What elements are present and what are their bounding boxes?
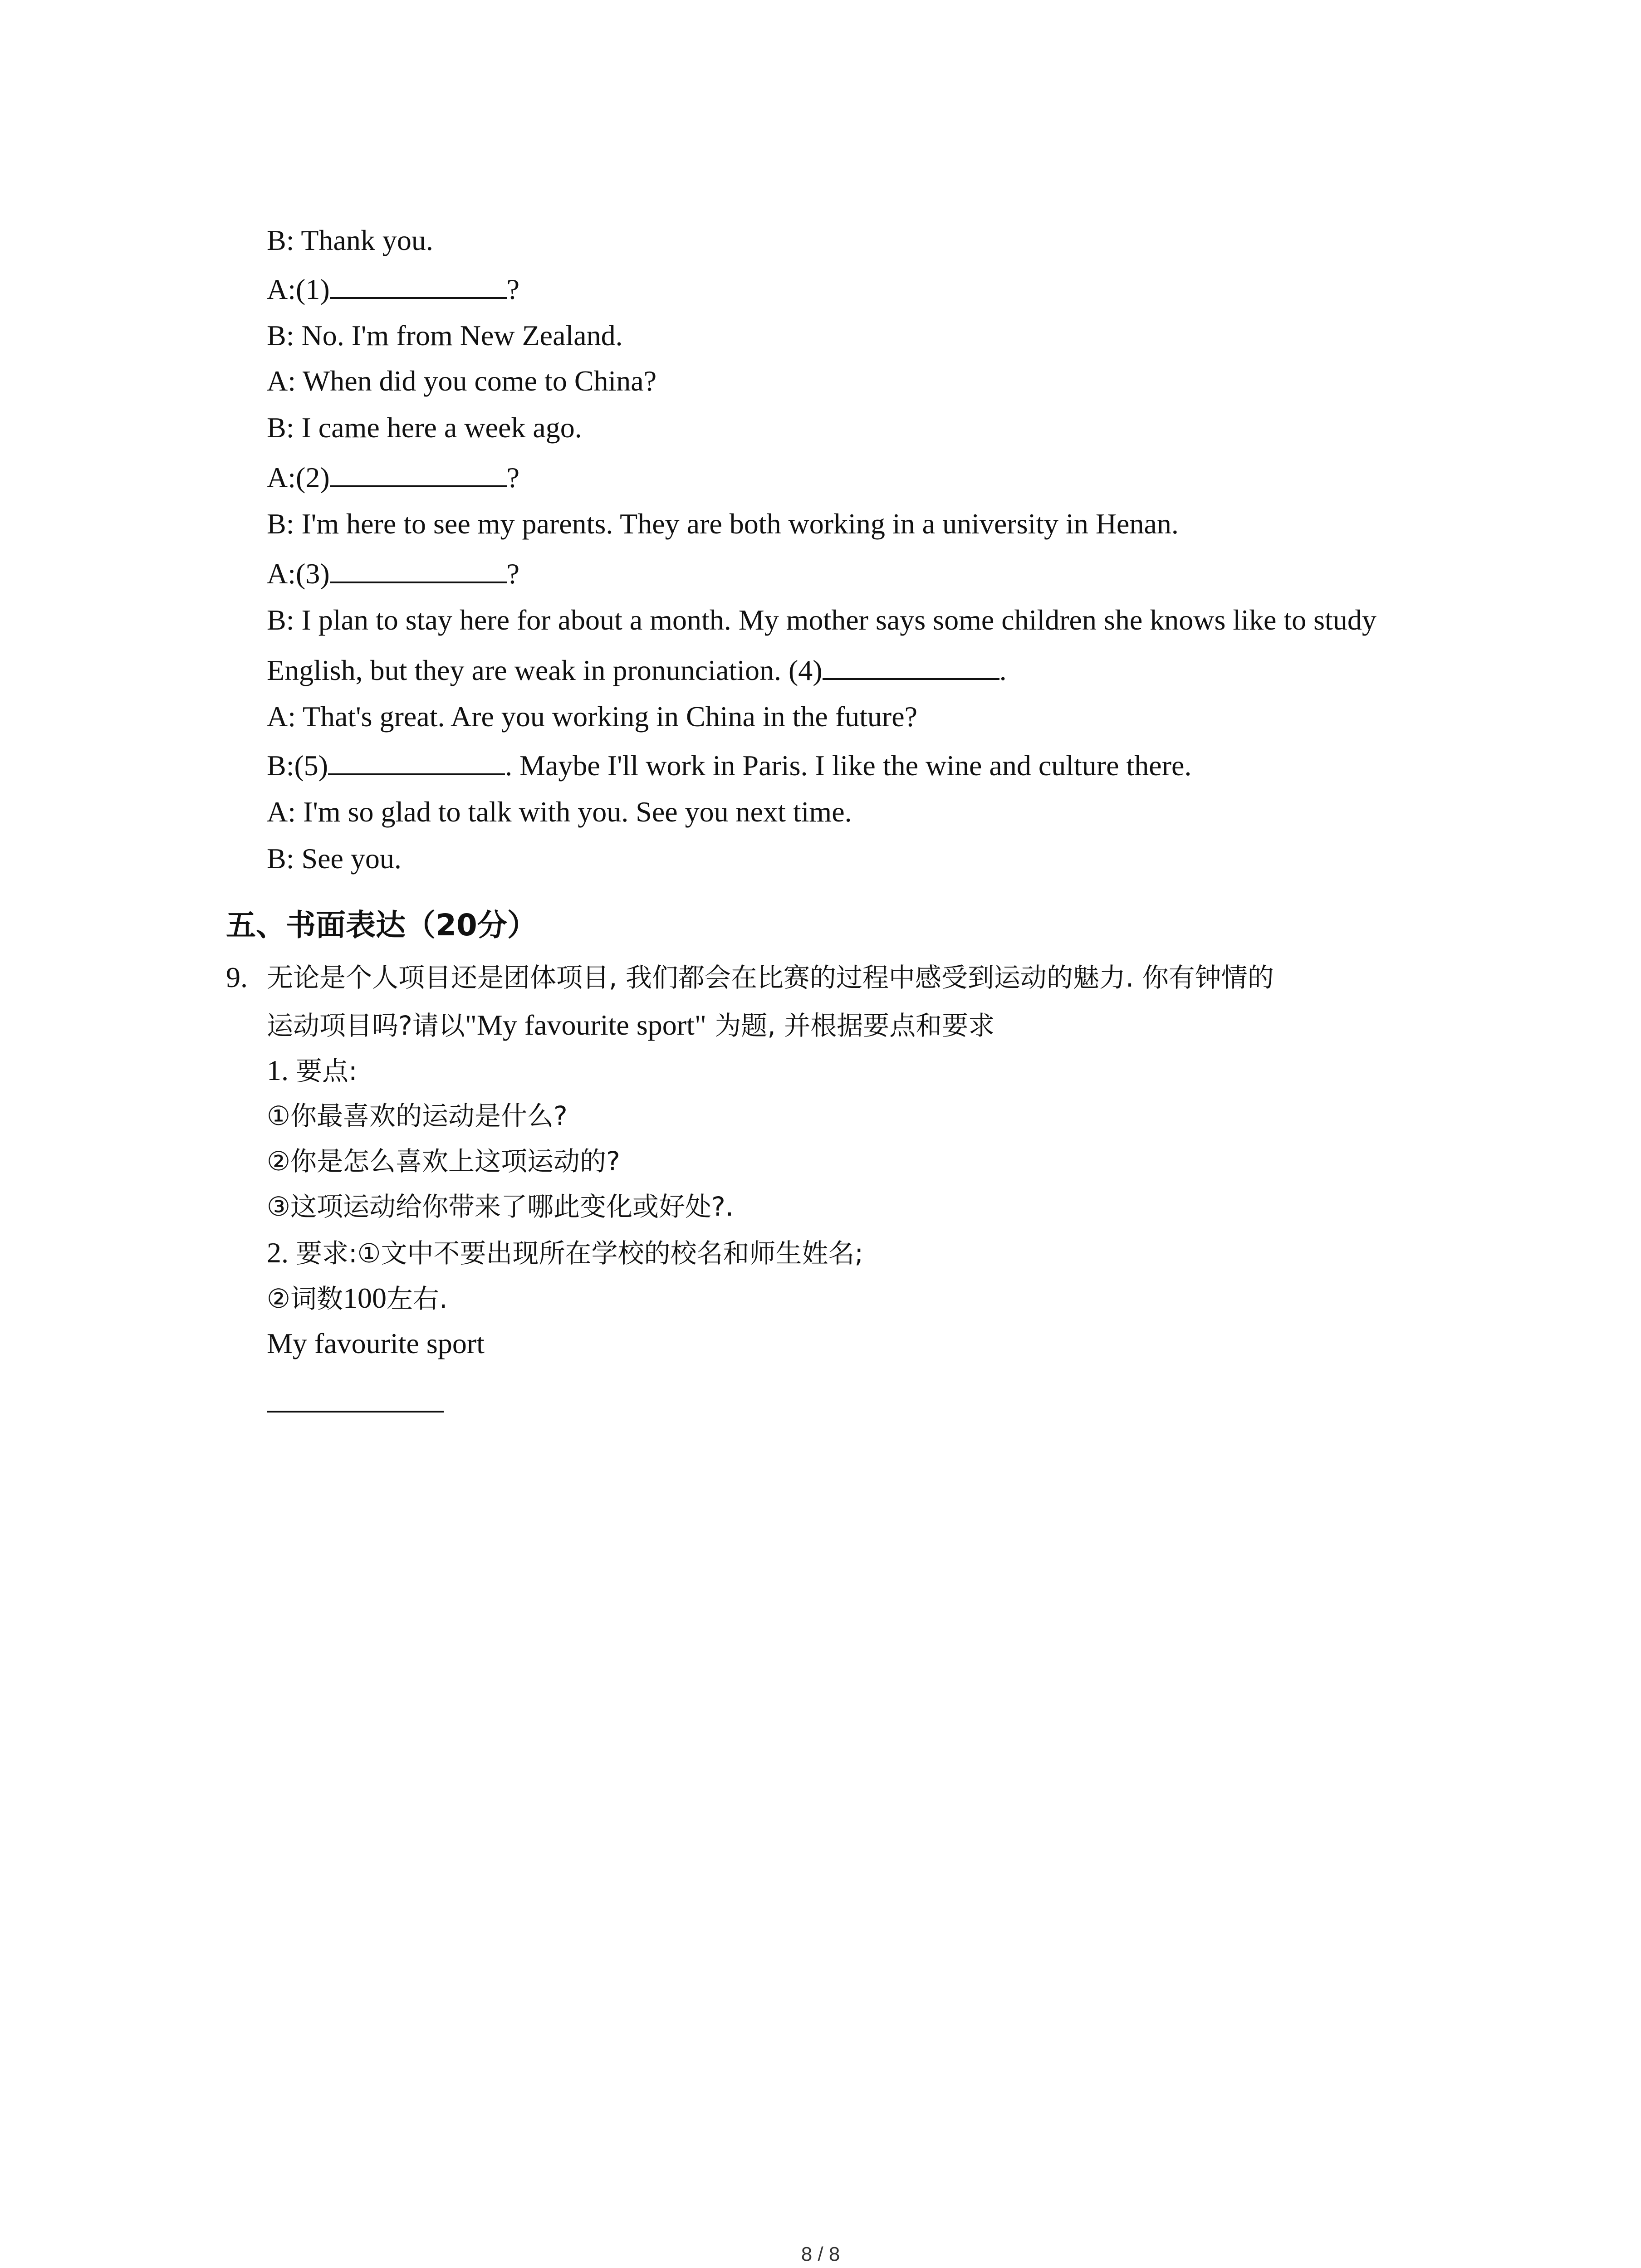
question-number: 9.	[226, 961, 248, 993]
answer-blank-1[interactable]	[330, 270, 507, 299]
page-number: 8 / 8	[801, 2243, 840, 2265]
point-item: ②你是怎么喜欢上这项运动的?	[267, 1146, 620, 1177]
dialogue-line-blank-4: English, but they are weak in pronunciation. (4) .	[267, 651, 1007, 689]
dialogue-line-blank-5: B:(5) . Maybe I'll work in Paris. I like the wine and culture there.	[267, 746, 1191, 784]
requirement-item: ②词数100左右.	[267, 1282, 448, 1314]
requirements-label: 2. 要求:①文中不要出现所在学校的校名和师生姓名;	[267, 1237, 864, 1269]
answer-blank-5[interactable]	[328, 746, 505, 775]
section-heading: 五、书面表达（20分）	[226, 908, 537, 943]
point-item: ③这项运动给你带来了哪此变化或好处?.	[267, 1191, 734, 1222]
dialogue-line: B: I plan to stay here for about a month. My mother says some children she knows like to study	[267, 604, 1376, 636]
dialogue-line: A: That's great. Are you working in China in the future?	[267, 700, 918, 733]
dialogue-line-blank-2: A:(2) ?	[267, 458, 519, 496]
question-text: 无论是个人项目还是团体项目, 我们都会在比赛的过程中感受到运动的魅力. 你有钟情的	[267, 962, 1274, 993]
essay-answer-line[interactable]	[267, 1411, 444, 1413]
dialogue-line: B: Thank you.	[267, 224, 433, 256]
dialogue-line: A: When did you come to China?	[267, 365, 657, 397]
dialogue-line-blank-3: A:(3) ?	[267, 554, 519, 592]
dialogue-line: B: I came here a week ago.	[267, 411, 582, 444]
dialogue-line: B: No. I'm from New Zealand.	[267, 319, 623, 352]
dialogue-line: B: I'm here to see my parents. They are both working in a university in Henan.	[267, 508, 1179, 540]
answer-blank-2[interactable]	[330, 458, 507, 487]
dialogue-line: B: See you.	[267, 842, 402, 875]
dialogue-line-blank-1: A:(1) ?	[267, 270, 519, 308]
answer-blank-3[interactable]	[330, 554, 507, 583]
points-label: 1. 要点:	[267, 1054, 358, 1086]
essay-title: My favourite sport	[267, 1327, 485, 1359]
question-text: 运动项目吗?请以"My favourite sport" 为题, 并根据要点和要求	[267, 1009, 995, 1041]
dialogue-line: A: I'm so glad to talk with you. See you next time.	[267, 796, 852, 828]
answer-blank-4[interactable]	[823, 651, 999, 680]
point-item: ①你最喜欢的运动是什么?	[267, 1100, 568, 1131]
